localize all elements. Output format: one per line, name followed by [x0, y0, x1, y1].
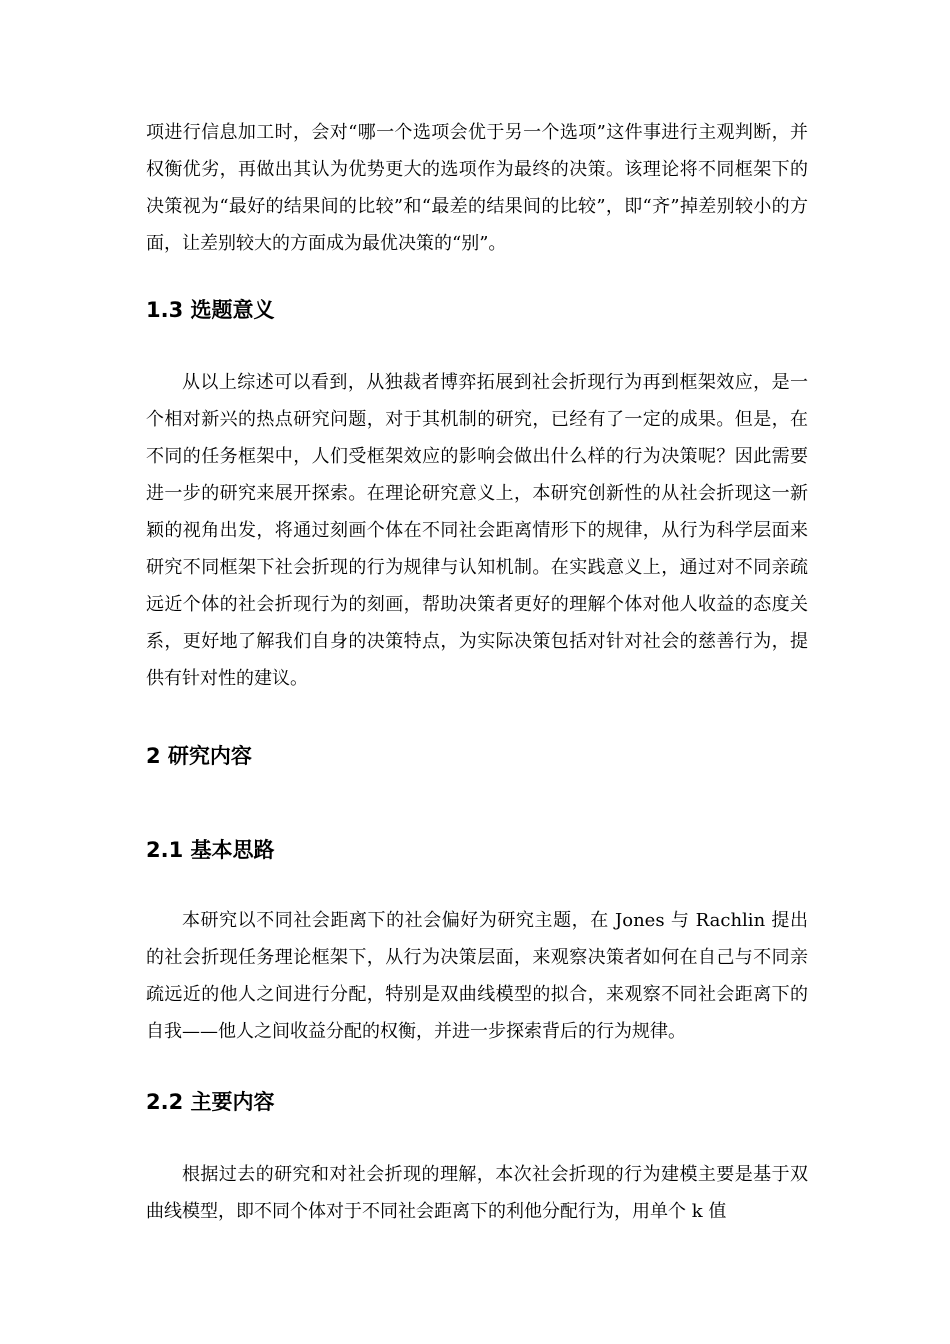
section-2-2-paragraph: 根据过去的研究和对社会折现的理解，本次社会折现的行为建模主要是基于双曲线模型，即不同个体对于不同社会距离下的利他分配行为，用单个 k 值 [146, 1164, 808, 1222]
section-1-3-paragraph: 从以上综述可以看到，从独裁者博弈拓展到社会折现行为再到框架效应，是一个相对新兴的热点研究问题，对于其机制的研究，已经有了一定的成果。但是，在不同的任务框架中，人们受框架效应的影响会做出什么样的行为决策呢？因此需要进一步的研究来展开探索。在理论研究意义上，本研究创新性的从社会折现这一新颖的视角出发，将通过刻画个体在不同社会距离情形下的规律，从行为科学层面来研究不同框架下社会折现的行为规律与认知机制。在实践意义上，通过对不同亲疏远近个体的社会折现行为的刻画，帮助决策者更好的理解个体对他人收益的态度关系，更好地了解我们自身的决策特点，为实际决策包括对针对社会的慈善行为，提供有针对性的建议。 [146, 372, 808, 689]
section-2-1-heading: 2.1 基本思路 [146, 838, 275, 862]
section-2-heading: 2 研究内容 [146, 744, 252, 768]
intro-paragraph: 项进行信息加工时，会对“哪一个选项会优于另一个选项”这件事进行主观判断，并权衡优劣，再做出其认为优势更大的选项作为最终的决策。该理论将不同框架下的决策视为“最好的结果间的比较”和“最差的结果间的比较”，即“齐”掉差别较小的方面，让差别较大的方面成为最优决策的“别”。 [146, 122, 808, 254]
section-1-3-heading: 1.3 选题意义 [146, 298, 275, 322]
section-2-1-paragraph: 本研究以不同社会距离下的社会偏好为研究主题，在 Jones 与 Rachlin 提出的社会折现任务理论框架下，从行为决策层面，来观察决策者如何在自己与不同亲疏远近的他人之间进行分配，特别是双曲线模型的拟合，来观察不同社会距离下的自我——他人之间收益分配的权衡，并进一步探索背后的行为规律。 [146, 910, 808, 1042]
section-2-2-heading: 2.2 主要内容 [146, 1090, 275, 1114]
